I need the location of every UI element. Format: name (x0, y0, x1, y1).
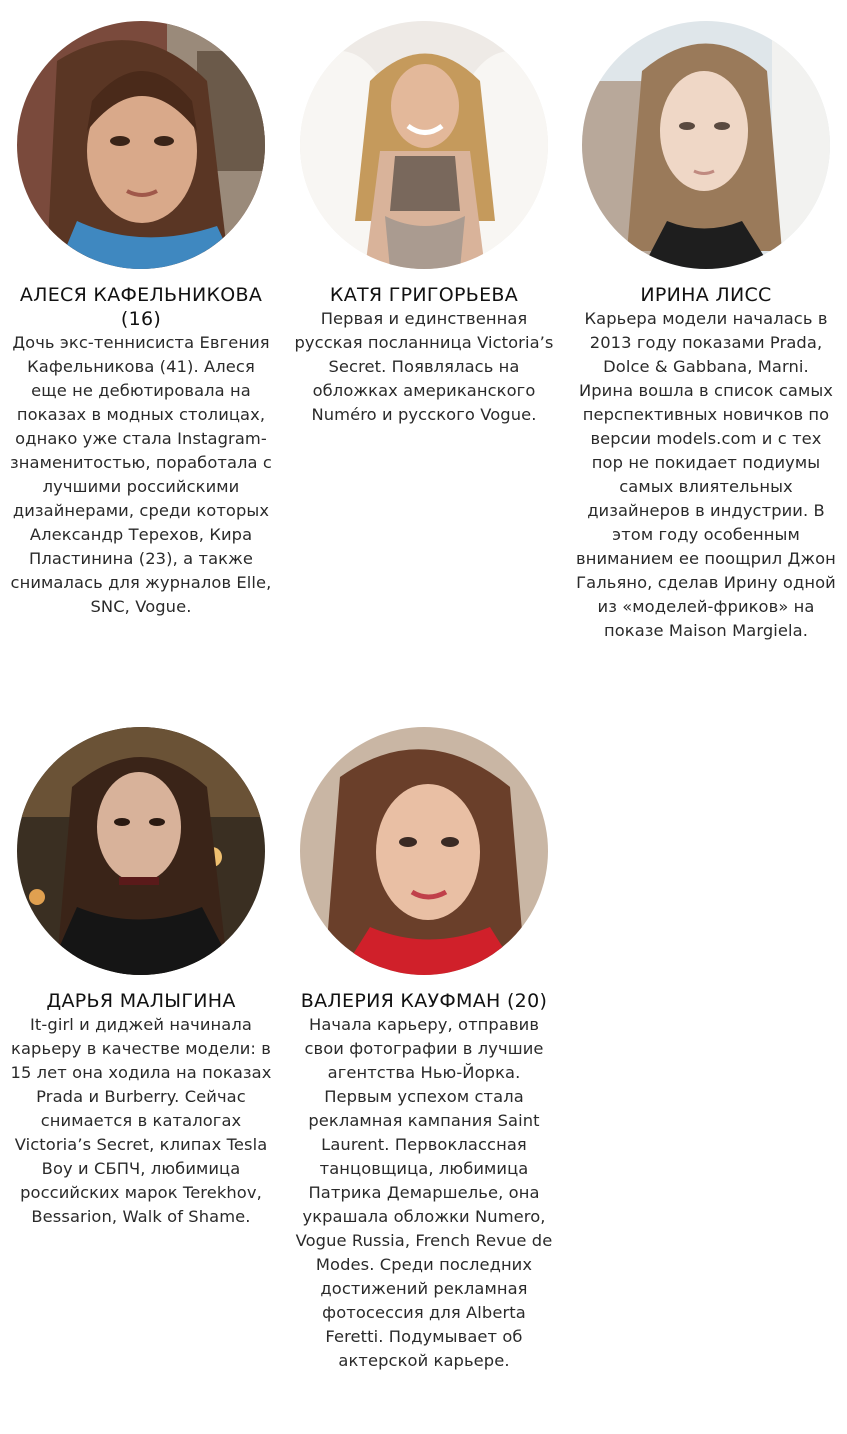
model-card-irina (573, 21, 839, 643)
model-photo (582, 21, 830, 269)
model-name: АЛЕСЯ КАФЕЛЬНИКОВА (16) (19, 284, 263, 330)
model-card-darya (8, 727, 274, 1229)
model-bio: Первая и единственная русская посланница Victoria’s Secret. Появлялась на обложках американского Numéro и русского Vogue. (294, 309, 554, 424)
model-card-valeria (291, 727, 557, 1373)
model-card-katya (291, 21, 557, 427)
model-name: ДАРЬЯ МАЛЫГИНА (46, 990, 236, 1012)
model-bio: Карьера модели началась в 2013 году показами Prada, Dolce & Gabbana, Marni. Ирина вошла в список самых перспективных новичков по версии models.com и с тех пор не покидает подиумы самых влиятельных дизайнеров в индустрии. В этом году особенным вниманием ее поощрил Джон Гальяно, сделав Ирину одной из «моделей-фриков» на показе Maison Margiela. (576, 309, 836, 640)
model-photo (17, 21, 265, 269)
model-bio: Дочь экс-теннисиста Евгения Кафельникова (41). Алеся еще не дебютировала на показах в модных столицах, однако уже стала Instagram-знаменитостью, поработала с лучшими российскими дизайнерами, среди которых Александр Терехов, Кира Пластинина (23), а также снималась для журналов Elle, SNC, Vogue. (10, 333, 272, 616)
model-bio: It-girl и диджей начинала карьеру в качестве модели: в 15 лет она ходила на показах Prada и Burberry. Сейчас снимается в каталогах Victoria’s Secret, клипах Tesla Boy и СБПЧ, любимица российских марок Terekhov, Bessarion, Walk of Shame. (10, 1015, 272, 1226)
model-name: КАТЯ ГРИГОРЬЕВА (329, 284, 519, 306)
model-name: ИРИНА ЛИСС (640, 284, 772, 306)
model-photo (300, 21, 548, 269)
model-photo (300, 727, 548, 975)
model-bio: Начала карьеру, отправив свои фотографии в лучшие агентства Нью-Йорка. Первым успехом стала рекламная кампания Saint Laurent. Первоклассная танцовщица, любимица Патрика Демаршелье, она украшала обложки Numero, Vogue Russia, French Revue de Modes. Среди последних достижений рекламная фотосессия для Alberta Feretti. Подумывает об актерской карьере. (295, 1015, 553, 1370)
model-card-alesya (8, 21, 274, 619)
model-photo (17, 727, 265, 975)
model-name: ВАЛЕРИЯ КАУФМАН (20) (300, 990, 548, 1012)
